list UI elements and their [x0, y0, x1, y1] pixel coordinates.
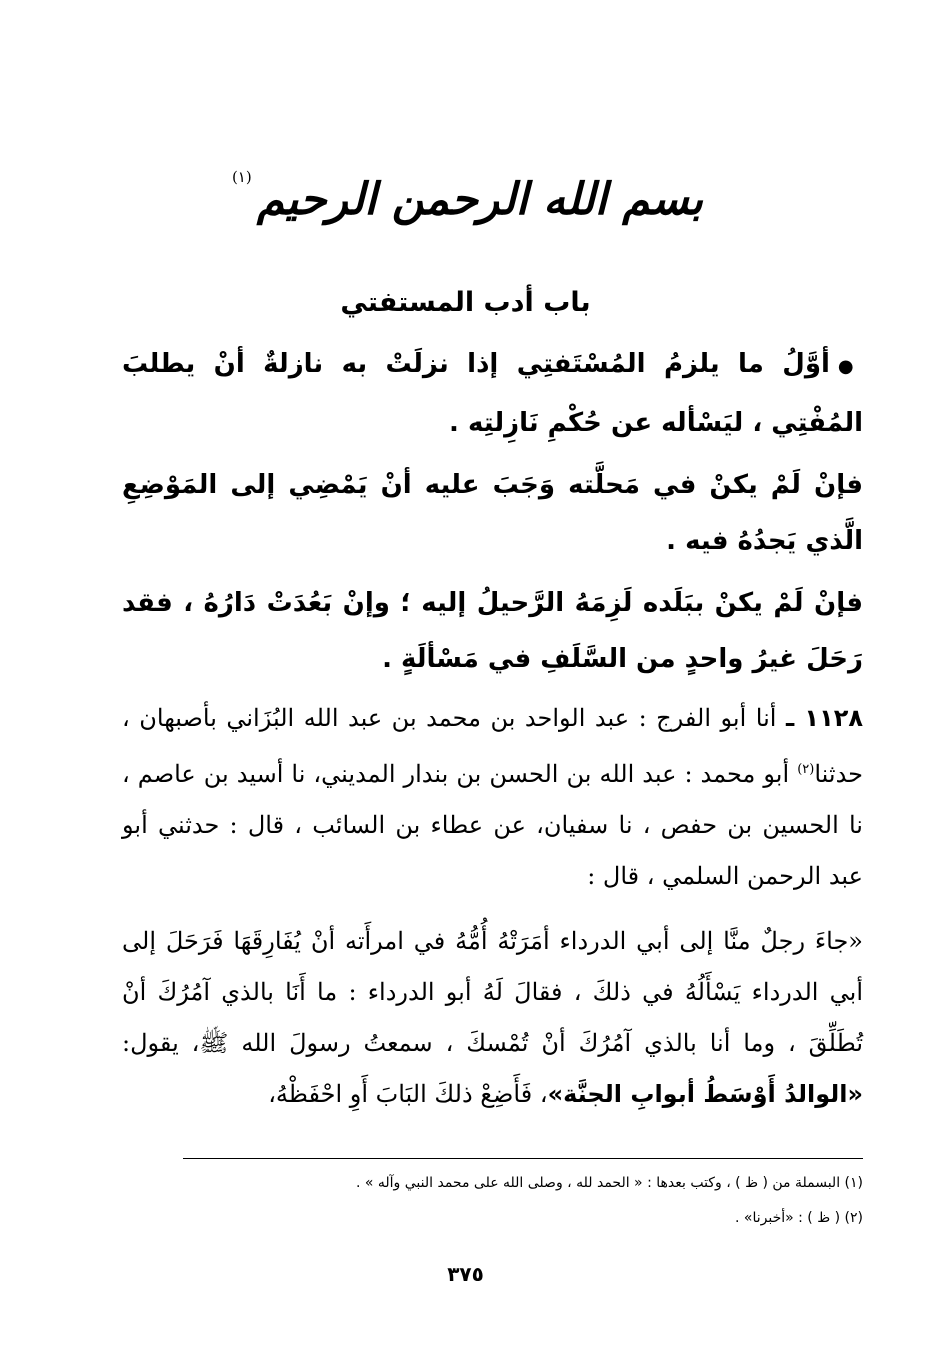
page-number: ٣٧٥: [447, 1262, 484, 1286]
paragraph-1: [122, 336, 863, 451]
isnad-paragraph: [122, 693, 863, 902]
footnotes: [122, 1166, 863, 1236]
paragraph-2: فإنْ لَمْ يكنْ في مَحلَّته وَجَبَ عليه أنْ يَمْضِي إلى المَوْضِعِ الَّذي يَجدُهُ فيه .: [122, 470, 863, 556]
basmala-calligraphy: بسم الله الرحمن الرحيم: [256, 174, 704, 225]
footnote-2: (٢) ( ظ ) : «أخبرنا» .: [735, 1210, 863, 1226]
bullet-icon: ●: [837, 356, 863, 377]
isnad-text-2: أبو محمد : عبد الله بن الحسن بن بندار المديني، نا أسيد بن عاصم ، نا الحسين بن حفص ، نا سفيان، عن عطاء بن السائب ، قال : حدثني أبو عبد الرحمن السلمي ، قال :: [122, 760, 863, 890]
basmala-header: [0, 170, 931, 230]
isnad-text-1: أنا أبو الفرج : عبد الواحد بن محمد بن عبد الله البُزَاني بأصبهان ، حدثنا: [122, 704, 863, 788]
hadith-text: [122, 916, 863, 1120]
hadith-text-1: «جاءَ رجلٌ منَّا إلى أبي الدرداء أمَرَتْهُ أُمُّهُ في امرأَته أنْ يُفَارِقَهَا فَرَحَلَ إلى أبي الدرداء يَسْأَلُهُ في ذلكَ ، فقالَ لَهُ أبو الدرداء : ما أَنَا بالذي آمُرُكَ أنْ تُطَلِّقَ ، وما أنا بالذي آمُرُكَ أنْ تُمْسكَ ، سمعتُ رسولَ الله ﷺ، يقول:: [122, 927, 863, 1057]
chapter-title: باب أدب المستفتي: [340, 287, 591, 318]
hadith-text-2: ، فَأَضِعْ ذلكَ البَابَ أَوِ احْفَظْهُ،: [268, 1080, 548, 1108]
paragraph-3: فإنْ لَمْ يكنْ ببَلَده لَزِمَهُ الرَّحيلُ إليه ؛ وإنْ بَعُدَتْ دَارُهُ ، فقد رَحَلَ غيرُ واحدٍ من السَّلَفِ في مَسْألَةٍ .: [122, 588, 863, 674]
basmala-footnote-ref: (١): [231, 168, 252, 186]
paragraph-1-text: أوَّلُ ما يلزمُ المُسْتَفتِي إذا نزلَتْ به نازلةٌ أنْ يطلبَ المُفْتِي ، ليَسْأله عن حُكْمِ نَازِلتِه .: [122, 349, 863, 438]
isnad-footnote-ref: (٢): [797, 762, 815, 777]
hadith-number: ١١٢٨ ـ: [785, 704, 864, 732]
hadith-bold-saying: «الوالدُ أَوْسَطُ أبوابِ الجنَّة»: [547, 1080, 863, 1108]
main-text: [122, 336, 863, 1120]
footnote-divider: [183, 1158, 863, 1159]
footnote-1: (١) البسملة من ( ظ ) ، وكتب بعدها : « الحمد لله ، وصلى الله على محمد النبي وآله » .: [355, 1175, 863, 1191]
